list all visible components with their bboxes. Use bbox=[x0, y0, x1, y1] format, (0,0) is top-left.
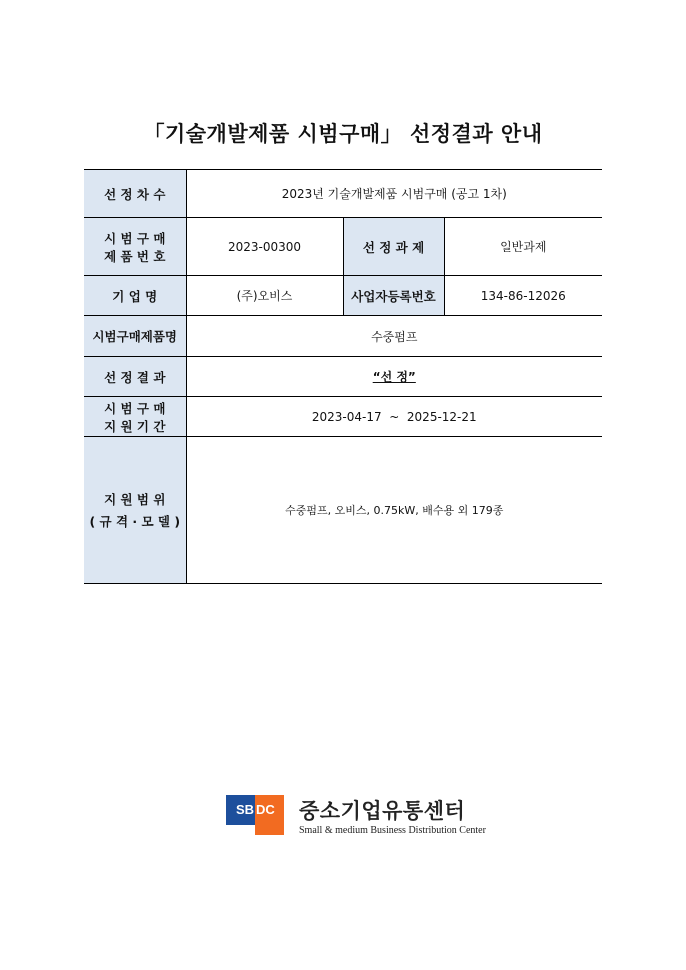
scope-value: 수중펌프, 오비스, 0.75kW, 배수용 외 179종 bbox=[186, 437, 602, 584]
period-label-line1: 시 범 구 매 bbox=[104, 400, 166, 416]
sbdc-logo bbox=[226, 795, 486, 845]
table-row bbox=[84, 170, 602, 218]
logo-mark-right: DC bbox=[255, 795, 284, 825]
result-label: 선 정 결 과 bbox=[84, 357, 186, 397]
period-label-line2: 지 원 기 간 bbox=[104, 418, 166, 434]
logo-name-english: Small & medium Business Distribution Center bbox=[299, 825, 486, 836]
product-no-value: 2023-00300 bbox=[186, 218, 343, 276]
product-no-label-line1: 시 범 구 매 bbox=[104, 230, 166, 246]
table-row bbox=[84, 276, 602, 316]
logo-name-korean: 중소기업유통센터 bbox=[299, 799, 466, 823]
task-label: 선 정 과 제 bbox=[343, 218, 444, 276]
table-row bbox=[84, 218, 602, 276]
scope-label-line2: ( 규 격 · 모 델 ) bbox=[89, 514, 181, 529]
biz-no-label: 사업자등록번호 bbox=[343, 276, 444, 316]
round-label: 선 정 차 수 bbox=[84, 170, 186, 218]
logo-accent-bar bbox=[255, 825, 284, 835]
table-row bbox=[84, 357, 602, 397]
table-row bbox=[84, 316, 602, 357]
scope-label-line1: 지 원 범 위 bbox=[104, 492, 166, 507]
selection-result-table bbox=[84, 169, 602, 584]
scope-label bbox=[84, 437, 186, 584]
biz-no-value: 134-86-12026 bbox=[444, 276, 602, 316]
round-value: 2023년 기술개발제품 시범구매 (공고 1차) bbox=[186, 170, 602, 218]
period-value: 2023-04-17 ~ 2025-12-21 bbox=[186, 397, 602, 437]
table-row bbox=[84, 397, 602, 437]
product-no-label-line2: 제 품 번 호 bbox=[104, 248, 166, 264]
task-value: 일반과제 bbox=[444, 218, 602, 276]
product-no-label bbox=[84, 218, 186, 276]
product-name-label: 시범구매제품명 bbox=[84, 316, 186, 357]
period-label bbox=[84, 397, 186, 437]
product-name-value: 수중펌프 bbox=[186, 316, 602, 357]
company-label: 기 업 명 bbox=[84, 276, 186, 316]
table-row bbox=[84, 437, 602, 584]
document-title: 「기술개발제품 시범구매」 선정결과 안내 bbox=[143, 122, 543, 146]
company-value: (주)오비스 bbox=[186, 276, 343, 316]
result-value: “선 정” bbox=[186, 357, 602, 397]
logo-mark-left: SB bbox=[226, 795, 255, 825]
